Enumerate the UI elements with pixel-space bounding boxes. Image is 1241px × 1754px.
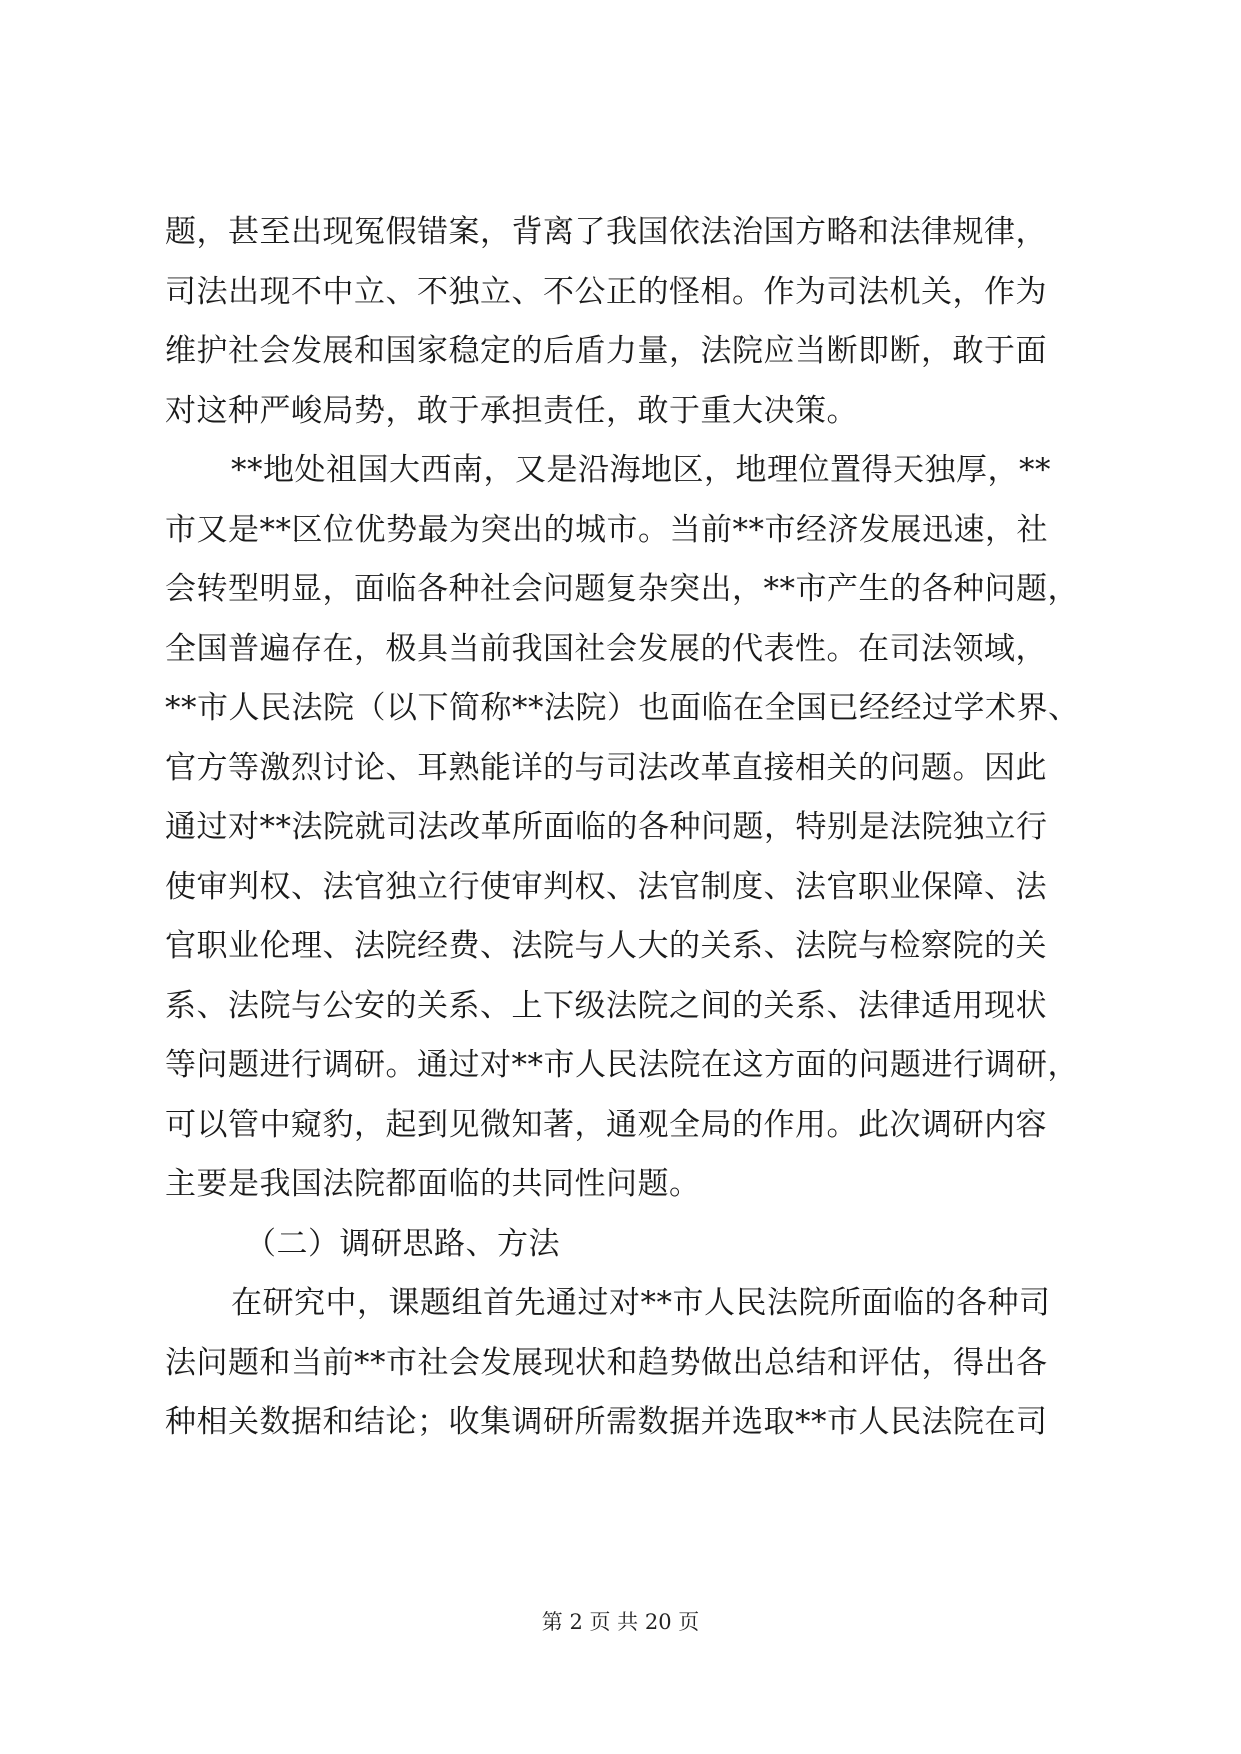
text-line: 法问题和当前**市社会发展现状和趋势做出总结和评估，得出各 [165,1344,1048,1381]
text-line: 通过对**法院就司法改革所面临的各种问题，特别是法院独立行 [165,809,1048,845]
text-line: 种相关数据和结论；收集调研所需数据并选取**市人民法院在司 [165,1404,1048,1440]
text-line: 市又是**区位优势最为突出的城市。当前**市经济发展迅速，社 [165,511,1048,548]
text-line: 对这种严峻局势，敢于承担责任，敢于重大决策。 [165,392,858,429]
text-line: 官职业伦理、法院经费、法院与人大的关系、法院与检察院的关 [165,928,1047,964]
text-line: 全国普遍存在，极具当前我国社会发展的代表性。在司法领域， [165,630,1047,667]
text-line: 主要是我国法院都面临的共同性问题。 [165,1166,701,1202]
text-line: 使审判权、法官独立行使审判权、法官制度、法官职业保障、法 [165,868,1047,905]
text-line: 系、法院与公安的关系、上下级法院之间的关系、法律适用现状 [165,987,1047,1024]
page-number-footer: 第 2 页 共 20 页 [541,1610,700,1634]
text-line: 等问题进行调研。通过对**市人民法院在这方面的问题进行调研， [165,1047,1079,1083]
text-line: 会转型明显，面临各种社会问题复杂突出，**市产生的各种问题， [165,571,1079,607]
paragraph-first-line: 在研究中，课题组首先通过对**市人民法院所面临的各种司 [231,1285,1051,1321]
section-heading: （二）调研思路、方法 [245,1225,560,1262]
document-body [165,203,1085,1453]
text-line: 官方等激烈讨论、耳熟能详的与司法改革直接相关的问题。因此 [165,749,1047,786]
text-line: 题，甚至出现冤假错案，背离了我国依法治国方略和法律规律， [165,214,1047,250]
paragraph-first-line: **地处祖国大西南，又是沿海地区，地理位置得天独厚，** [231,452,1051,488]
text-line: 可以管中窥豹，起到见微知著，通观全局的作用。此次调研内容 [165,1106,1047,1143]
text-line: 维护社会发展和国家稳定的后盾力量，法院应当断即断，敢于面 [165,333,1047,369]
text-line: 司法出现不中立、不独立、不公正的怪相。作为司法机关，作为 [165,273,1047,310]
text-line: **市人民法院（以下简称**法院）也面临在全国已经经过学术界、 [165,690,1080,726]
